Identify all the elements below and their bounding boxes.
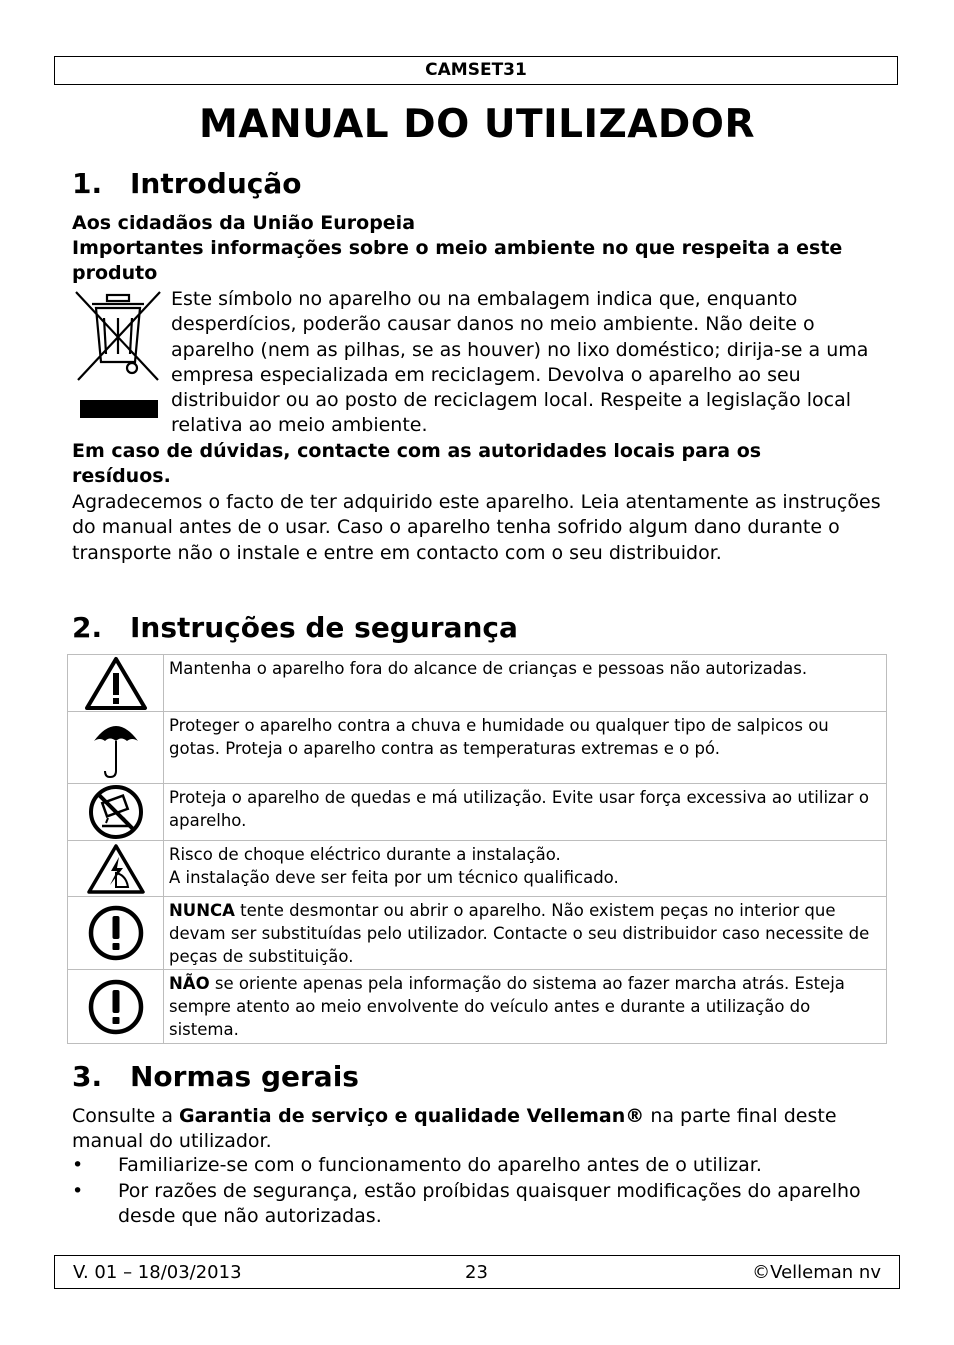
doubts-text: Em caso de dúvidas, contacte com as autoridades locais para os resíduos. [72,440,762,488]
safety-emphasis: NUNCA [169,901,235,920]
safety-emphasis: NÃO [169,974,210,994]
general-rules-list [72,1153,872,1230]
section-3-heading: 3. Normas gerais [72,1060,359,1093]
safety-text: Proteger o aparelho contra a chuva e humidade ou qualquer tipo de salpicos ou gotas. Proteja o aparelho contra as temperaturas extremas e o pó. [169,716,829,758]
weee-bin-icon [74,290,162,418]
safety-row [68,784,887,841]
thanks-text: Agradecemos o facto de ter adquirido este aparelho. Leia atentamente as instruções do manual antes de o usar. Caso o aparelho tenha sofrido algum dano durante o transporte não o instale e entre em contacto com o seu distribuidor. [72,491,881,564]
safety-table [67,654,887,1044]
section-2-heading: 2. Instruções de segurança [72,611,518,644]
umbrella-icon [92,717,140,779]
exclamation-circle-icon [87,904,145,962]
safety-text: Risco de choque eléctrico durante a instalação. A instalação deve ser feita por um técnico qualificado. [169,845,619,887]
safety-row [68,970,887,1043]
no-drop-icon [88,784,144,840]
exclamation-circle-icon [87,978,145,1036]
env-info-label: Importantes informações sobre o meio ambiente no que respeita a este produto [72,237,843,285]
copyright: ©Velleman nv [752,1262,881,1283]
safety-text: se oriente apenas pela informação do sistema ao fazer marcha atrás. Esteja sempre atento ao meio envolvente do veículo antes e durante a utilização do sistema. [169,974,845,1039]
model-name: CAMSET31 [425,60,527,80]
safety-row [68,712,887,784]
safety-text: tente desmontar ou abrir o aparelho. Não existem peças no interior que devam ser substituídas pelo utilizador. Contacte o seu distribuidor caso necessite de peças de substituição. [169,901,870,966]
electric-shock-icon [86,843,146,895]
warranty-link-text: Garantia de serviço e qualidade Velleman® [179,1105,645,1127]
section-1-heading: 1. Introdução [72,167,302,200]
list-item: • Por razões de segurança, estão proíbidas quaisquer modificações do aparelho desde que não autorizadas. [72,1179,861,1227]
safety-text: Proteja o aparelho de quedas e má utilização. Evite usar força excessiva ao utilizar o aparelho. [169,788,869,830]
list-item: • Familiarize-se com o funcionamento do aparelho antes de o utilizar. [72,1153,872,1179]
warranty-reference: Consulte a Garantia de serviço e qualidade Velleman® na parte final deste manual do utilizador. [72,1105,837,1153]
bullet-icon: • [72,1154,84,1176]
warning-triangle-icon [84,655,148,711]
safety-row [68,841,887,897]
safety-row [68,655,887,712]
page-title: MANUAL DO UTILIZADOR [199,102,755,147]
version-date: V. 01 – 18/03/2013 [73,1262,242,1283]
bullet-icon: • [72,1179,84,1202]
eu-citizens-label: Aos cidadãos da União Europeia [72,212,416,234]
document-header [54,56,898,85]
safety-row [68,897,887,970]
safety-text: Mantenha o aparelho fora do alcance de crianças e pessoas não autorizadas. [169,659,808,678]
document-footer [54,1255,900,1289]
page-number: 23 [465,1262,488,1283]
weee-text: Este símbolo no aparelho ou na embalagem indica que, enquanto desperdícios, poderão causar danos no meio ambiente. Não deite o aparelho (nem as pilhas, se as houver) no lixo doméstico; dirija-se a uma empresa especializada em reciclagem. Devolva o aparelho ao seu distribuidor ou ao posto de reciclagem local. Respeite a legislação local relativa ao meio ambiente. [171,288,869,437]
